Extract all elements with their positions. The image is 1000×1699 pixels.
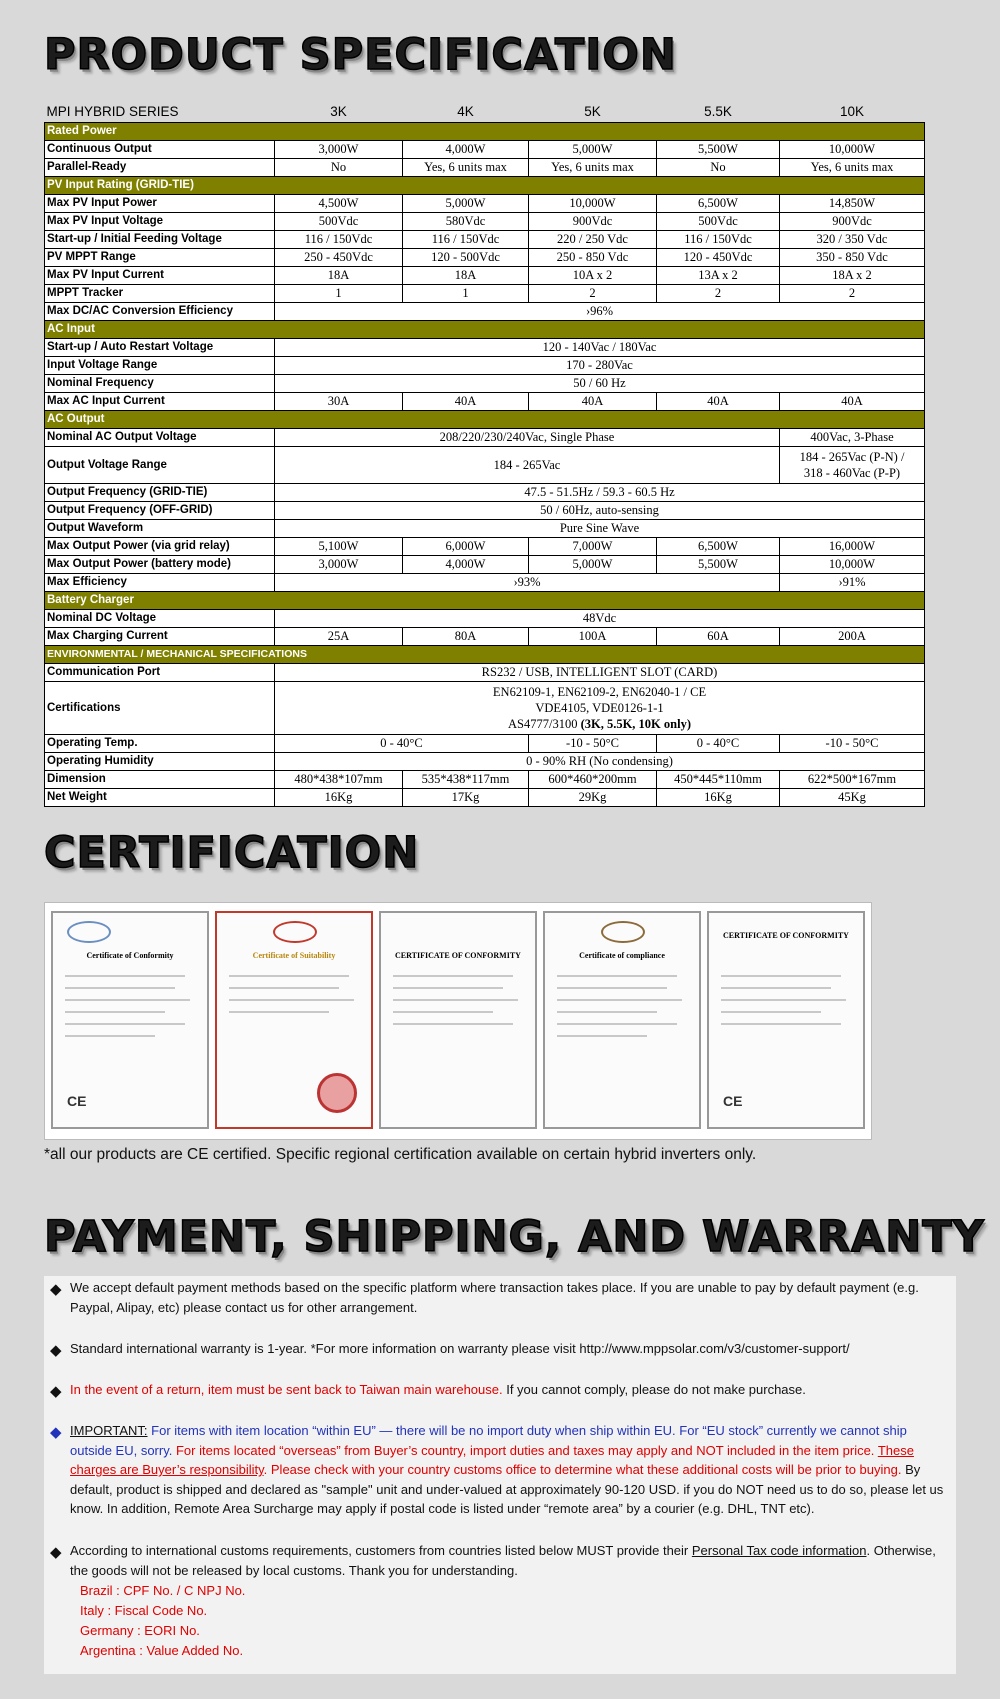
cell: 4,000W bbox=[403, 141, 529, 159]
diamond-bullet-icon: ◆ bbox=[50, 1424, 62, 1441]
cell: RS232 / USB, INTELLIGENT SLOT (CARD) bbox=[275, 664, 925, 682]
series-label: MPI HYBRID SERIES bbox=[46, 103, 179, 119]
cell: 7,000W bbox=[529, 538, 657, 556]
cell: 3,000W bbox=[275, 141, 403, 159]
row-label: Nominal AC Output Voltage bbox=[45, 429, 275, 447]
cell: 29Kg bbox=[529, 789, 657, 807]
tax-code-label: Personal Tax code information bbox=[691, 1543, 867, 1558]
certificate-title: Certificate of compliance bbox=[579, 951, 665, 960]
ce-mark-icon: CE bbox=[67, 1093, 87, 1109]
row-label: Max Efficiency bbox=[45, 574, 275, 592]
cell: 48Vdc bbox=[275, 610, 925, 628]
cell: 40A bbox=[529, 393, 657, 411]
cell: 18A bbox=[403, 267, 529, 285]
cell: 60A bbox=[657, 628, 780, 646]
cell: 1 bbox=[275, 285, 403, 303]
cell: 2 bbox=[529, 285, 657, 303]
customs-note: . Please check with your country customs office to determine what these additional costs will be prior to buying. bbox=[263, 1462, 902, 1477]
return-rest: If you cannot comply, please do not make purchase. bbox=[502, 1382, 806, 1397]
row-label: Max Output Power (via grid relay) bbox=[45, 538, 275, 556]
row-label: Operating Humidity bbox=[45, 753, 275, 771]
cell-line: AS4777/3100 bbox=[508, 717, 581, 731]
table-row bbox=[45, 574, 925, 592]
cell: 0 - 40°C bbox=[657, 735, 780, 753]
cell: 116 / 150Vdc bbox=[275, 231, 403, 249]
row-label: Max DC/AC Conversion Efficiency bbox=[45, 303, 275, 321]
row-label: Output Waveform bbox=[45, 520, 275, 538]
model-3k: 3K bbox=[330, 103, 347, 119]
row-label: Communication Port bbox=[45, 664, 275, 682]
customs-b: . Otherwise, the goods will not be released by local customs. Thank you for understanding. bbox=[70, 1543, 936, 1578]
row-label: Nominal Frequency bbox=[45, 375, 275, 393]
cell: Yes, 6 units max bbox=[529, 159, 657, 177]
cell: 220 / 250 Vdc bbox=[529, 231, 657, 249]
section-pv-input: PV Input Rating (GRID-TIE) bbox=[45, 177, 925, 195]
cell: 900Vdc bbox=[529, 213, 657, 231]
certificate-title: Certificate of Suitability bbox=[252, 951, 336, 960]
cell: 5,000W bbox=[529, 556, 657, 574]
cell: 120 - 450Vdc bbox=[657, 249, 780, 267]
cell: 320 / 350 Vdc bbox=[780, 231, 925, 249]
table-row bbox=[45, 610, 925, 628]
row-label: Max PV Input Power bbox=[45, 195, 275, 213]
crest-icon bbox=[601, 921, 645, 943]
cell: 18A bbox=[275, 267, 403, 285]
table-row bbox=[45, 375, 925, 393]
cell: 3,000W bbox=[275, 556, 403, 574]
cell: 50 / 60Hz, auto-sensing bbox=[275, 502, 925, 520]
cell: 14,850W bbox=[780, 195, 925, 213]
cell: 200A bbox=[780, 628, 925, 646]
model-4k: 4K bbox=[457, 103, 474, 119]
model-10k: 10K bbox=[839, 103, 865, 119]
cert-logo-icon bbox=[67, 921, 111, 943]
important-text bbox=[70, 1421, 945, 1519]
cell: 100A bbox=[529, 628, 657, 646]
cell: 535*438*117mm bbox=[403, 771, 529, 789]
certificate-image bbox=[707, 911, 865, 1129]
cell: 5,100W bbox=[275, 538, 403, 556]
cert-note: *all our products are CE certified. Specific regional certification available on certain hybrid inverters only. bbox=[44, 1146, 757, 1163]
cell: 5,000W bbox=[403, 195, 529, 213]
certificate-title: CERTIFICATE OF CONFORMITY bbox=[723, 931, 849, 940]
row-label: Net Weight bbox=[45, 789, 275, 807]
payment-panel bbox=[44, 1276, 956, 1674]
cell: 10,000W bbox=[780, 141, 925, 159]
cell: 250 - 450Vdc bbox=[275, 249, 403, 267]
table-row bbox=[45, 682, 925, 735]
cell: 17Kg bbox=[403, 789, 529, 807]
table-row bbox=[45, 393, 925, 411]
row-label: Operating Temp. bbox=[45, 735, 275, 753]
cell: 500Vdc bbox=[657, 213, 780, 231]
spec-heading: PRODUCT SPECIFICATION bbox=[44, 30, 677, 80]
cell: 450*445*110mm bbox=[657, 771, 780, 789]
cell: 4,000W bbox=[403, 556, 529, 574]
table-row bbox=[45, 520, 925, 538]
row-label: Output Frequency (GRID-TIE) bbox=[45, 484, 275, 502]
table-row bbox=[45, 447, 925, 484]
cell: No bbox=[275, 159, 403, 177]
table-row bbox=[45, 267, 925, 285]
table-row bbox=[45, 771, 925, 789]
table-row bbox=[45, 159, 925, 177]
row-label: Input Voltage Range bbox=[45, 357, 275, 375]
overseas-note: For items located “overseas” from Buyer’s country, import duties and taxes may apply and NOT included in the item price. bbox=[172, 1442, 878, 1458]
diamond-bullet-icon: ◆ bbox=[50, 1342, 62, 1359]
cell: 6,000W bbox=[403, 538, 529, 556]
cell: 1 bbox=[403, 285, 529, 303]
cell: 40A bbox=[657, 393, 780, 411]
return-text bbox=[70, 1380, 945, 1400]
table-row bbox=[45, 628, 925, 646]
row-label: Max Charging Current bbox=[45, 628, 275, 646]
table-row bbox=[45, 285, 925, 303]
important-label: IMPORTANT: bbox=[70, 1423, 148, 1438]
cell: -10 - 50°C bbox=[780, 735, 925, 753]
cell: 40A bbox=[780, 393, 925, 411]
cell: 40A bbox=[403, 393, 529, 411]
row-label: Max Output Power (battery mode) bbox=[45, 556, 275, 574]
cell: 47.5 - 51.5Hz / 59.3 - 60.5 Hz bbox=[275, 484, 925, 502]
cell: 580Vdc bbox=[403, 213, 529, 231]
row-label: Max PV Input Voltage bbox=[45, 213, 275, 231]
cell: 10,000W bbox=[780, 556, 925, 574]
table-row bbox=[45, 789, 925, 807]
cell: 18A x 2 bbox=[780, 267, 925, 285]
cell-line: 184 - 265Vac (P-N) / bbox=[799, 450, 905, 464]
cell-line: EN62109-1, EN62109-2, EN62040-1 / CE bbox=[492, 685, 707, 699]
cert-heading: CERTIFICATION bbox=[44, 828, 420, 878]
certificate-image bbox=[379, 911, 537, 1129]
table-row bbox=[45, 735, 925, 753]
row-label: Output Voltage Range bbox=[45, 447, 275, 484]
cell: No bbox=[657, 159, 780, 177]
cell: 30A bbox=[275, 393, 403, 411]
cell: 900Vdc bbox=[780, 213, 925, 231]
certificate-title: Certificate of Conformity bbox=[86, 951, 174, 960]
cell: 500Vdc bbox=[275, 213, 403, 231]
table-row bbox=[45, 231, 925, 249]
table-row bbox=[45, 213, 925, 231]
cell: 5,500W bbox=[657, 556, 780, 574]
row-label: Start-up / Initial Feeding Voltage bbox=[45, 231, 275, 249]
cell: 116 / 150Vdc bbox=[657, 231, 780, 249]
cell: Pure Sine Wave bbox=[275, 520, 925, 538]
cell: 25A bbox=[275, 628, 403, 646]
buyer-responsibility: These charges are Buyer’s responsibility bbox=[70, 1442, 914, 1477]
cell bbox=[780, 447, 925, 484]
eu-note: For items with item location “within EU” — there will be no import duty when ship within EU. For “EU stock” currently we cannot ship outside EU, sorry. bbox=[70, 1423, 907, 1458]
table-row bbox=[45, 664, 925, 682]
cell: 350 - 850 Vdc bbox=[780, 249, 925, 267]
cell: 45Kg bbox=[780, 789, 925, 807]
row-label: MPPT Tracker bbox=[45, 285, 275, 303]
section-rated-power: Rated Power bbox=[45, 123, 925, 141]
certificate-image bbox=[215, 911, 373, 1129]
cell: 120 - 500Vdc bbox=[403, 249, 529, 267]
cell: 0 - 40°C bbox=[275, 735, 529, 753]
table-row bbox=[45, 303, 925, 321]
cell: 16Kg bbox=[275, 789, 403, 807]
customs-text bbox=[70, 1541, 945, 1580]
cell: 600*460*200mm bbox=[529, 771, 657, 789]
country-requirement: Italy : Fiscal Code No. bbox=[80, 1603, 208, 1618]
country-requirement: Germany : EORI No. bbox=[80, 1623, 200, 1638]
cell: 480*438*107mm bbox=[275, 771, 403, 789]
row-label: Dimension bbox=[45, 771, 275, 789]
cell: 120 - 140Vac / 180Vac bbox=[275, 339, 925, 357]
table-row bbox=[45, 556, 925, 574]
row-label: PV MPPT Range bbox=[45, 249, 275, 267]
cell: 5,000W bbox=[529, 141, 657, 159]
cell: 50 / 60 Hz bbox=[275, 375, 925, 393]
ce-mark-icon: CE bbox=[723, 1093, 743, 1109]
cell-line: (3K, 5.5K, 10K only) bbox=[580, 717, 691, 731]
cell: 80A bbox=[403, 628, 529, 646]
cell: 16,000W bbox=[780, 538, 925, 556]
cell: ›96% bbox=[275, 303, 925, 321]
cell: Yes, 6 units max bbox=[403, 159, 529, 177]
spec-table bbox=[44, 100, 925, 807]
row-label: Continuous Output bbox=[45, 141, 275, 159]
cell: ›93% bbox=[275, 574, 780, 592]
row-label: Max PV Input Current bbox=[45, 267, 275, 285]
cell-line: 318 - 460Vac (P-P) bbox=[803, 466, 901, 480]
cell: 116 / 150Vdc bbox=[403, 231, 529, 249]
cell: 10,000W bbox=[529, 195, 657, 213]
certificate-title: CERTIFICATE OF CONFORMITY bbox=[395, 951, 521, 960]
cell: 2 bbox=[657, 285, 780, 303]
payment-heading: PAYMENT, SHIPPING, AND WARRANTY bbox=[44, 1212, 985, 1262]
certificate-image bbox=[51, 911, 209, 1129]
section-ac-output: AC Output bbox=[45, 411, 925, 429]
cell: Yes, 6 units max bbox=[780, 159, 925, 177]
cell: 184 - 265Vac bbox=[275, 447, 780, 484]
country-requirement: Brazil : CPF No. / C NPJ No. bbox=[80, 1583, 246, 1598]
cell: 10A x 2 bbox=[529, 267, 657, 285]
return-warning: In the event of a return, item must be sent back to Taiwan main warehouse. bbox=[70, 1382, 503, 1397]
section-battery-charger: Battery Charger bbox=[45, 592, 925, 610]
table-row bbox=[45, 538, 925, 556]
diamond-bullet-icon: ◆ bbox=[50, 1383, 62, 1400]
diamond-bullet-icon: ◆ bbox=[50, 1544, 62, 1561]
row-label: Parallel-Ready bbox=[45, 159, 275, 177]
table-row bbox=[45, 339, 925, 357]
model-5k: 5K bbox=[584, 103, 601, 119]
table-row bbox=[45, 141, 925, 159]
row-label: Max AC Input Current bbox=[45, 393, 275, 411]
section-environmental: ENVIRONMENTAL / MECHANICAL SPECIFICATIONS bbox=[45, 646, 925, 664]
section-ac-input: AC Input bbox=[45, 321, 925, 339]
table-row bbox=[45, 249, 925, 267]
cell: 2 bbox=[780, 285, 925, 303]
cell: 6,500W bbox=[657, 538, 780, 556]
customs-a: According to international customs requirements, customers from countries listed below MUST provide their bbox=[70, 1543, 692, 1558]
cell bbox=[275, 682, 925, 735]
table-row bbox=[45, 753, 925, 771]
country-requirement: Argentina : Value Added No. bbox=[80, 1643, 244, 1658]
row-label: Output Frequency (OFF-GRID) bbox=[45, 502, 275, 520]
row-label: Start-up / Auto Restart Voltage bbox=[45, 339, 275, 357]
cell-line: VDE4105, VDE0126-1-1 bbox=[535, 701, 664, 715]
table-row bbox=[45, 429, 925, 447]
cell: 170 - 280Vac bbox=[275, 357, 925, 375]
cell: -10 - 50°C bbox=[529, 735, 657, 753]
payment-text: We accept default payment methods based on the specific platform where transaction takes place. If you are unable to pay by default payment (e.g. Paypal, Alipay, etc) please contact us for other arrangement. bbox=[70, 1280, 919, 1315]
cell: 400Vac, 3-Phase bbox=[780, 429, 925, 447]
cell: 5,500W bbox=[657, 141, 780, 159]
certificate-strip bbox=[44, 902, 872, 1140]
cell: 622*500*167mm bbox=[780, 771, 925, 789]
table-row bbox=[45, 195, 925, 213]
shipping-note: By default, product is shipped and declared as "sample" unit and under-valued at approximately 90-120 USD. if you do NOT need us to do so, please let us know. In addition, Remote Area Surcharge may apply if postal code is listed under “remote area” by a courier (e.g. DHL, TNT etc). bbox=[70, 1462, 944, 1516]
cell: 208/220/230/240Vac, Single Phase bbox=[275, 429, 780, 447]
cell: 6,500W bbox=[657, 195, 780, 213]
cell: 250 - 850 Vdc bbox=[529, 249, 657, 267]
row-label: Certifications bbox=[45, 682, 275, 735]
diamond-bullet-icon: ◆ bbox=[50, 1281, 62, 1298]
warranty-text: Standard international warranty is 1-year. *For more information on warranty please visit http://www.mppsolar.com/v3/customer-support/ bbox=[70, 1341, 850, 1356]
cell: 13A x 2 bbox=[657, 267, 780, 285]
cell: 0 - 90% RH (No condensing) bbox=[275, 753, 925, 771]
cell: 4,500W bbox=[275, 195, 403, 213]
certificate-image bbox=[543, 911, 701, 1129]
table-row bbox=[45, 357, 925, 375]
saa-logo-icon bbox=[273, 921, 317, 943]
table-row bbox=[45, 484, 925, 502]
table-row bbox=[45, 502, 925, 520]
spec-header-row bbox=[45, 100, 925, 123]
cell: ›91% bbox=[780, 574, 925, 592]
row-label: Nominal DC Voltage bbox=[45, 610, 275, 628]
model-5-5k: 5.5K bbox=[704, 103, 732, 119]
cell: 16Kg bbox=[657, 789, 780, 807]
seal-icon bbox=[317, 1073, 357, 1113]
